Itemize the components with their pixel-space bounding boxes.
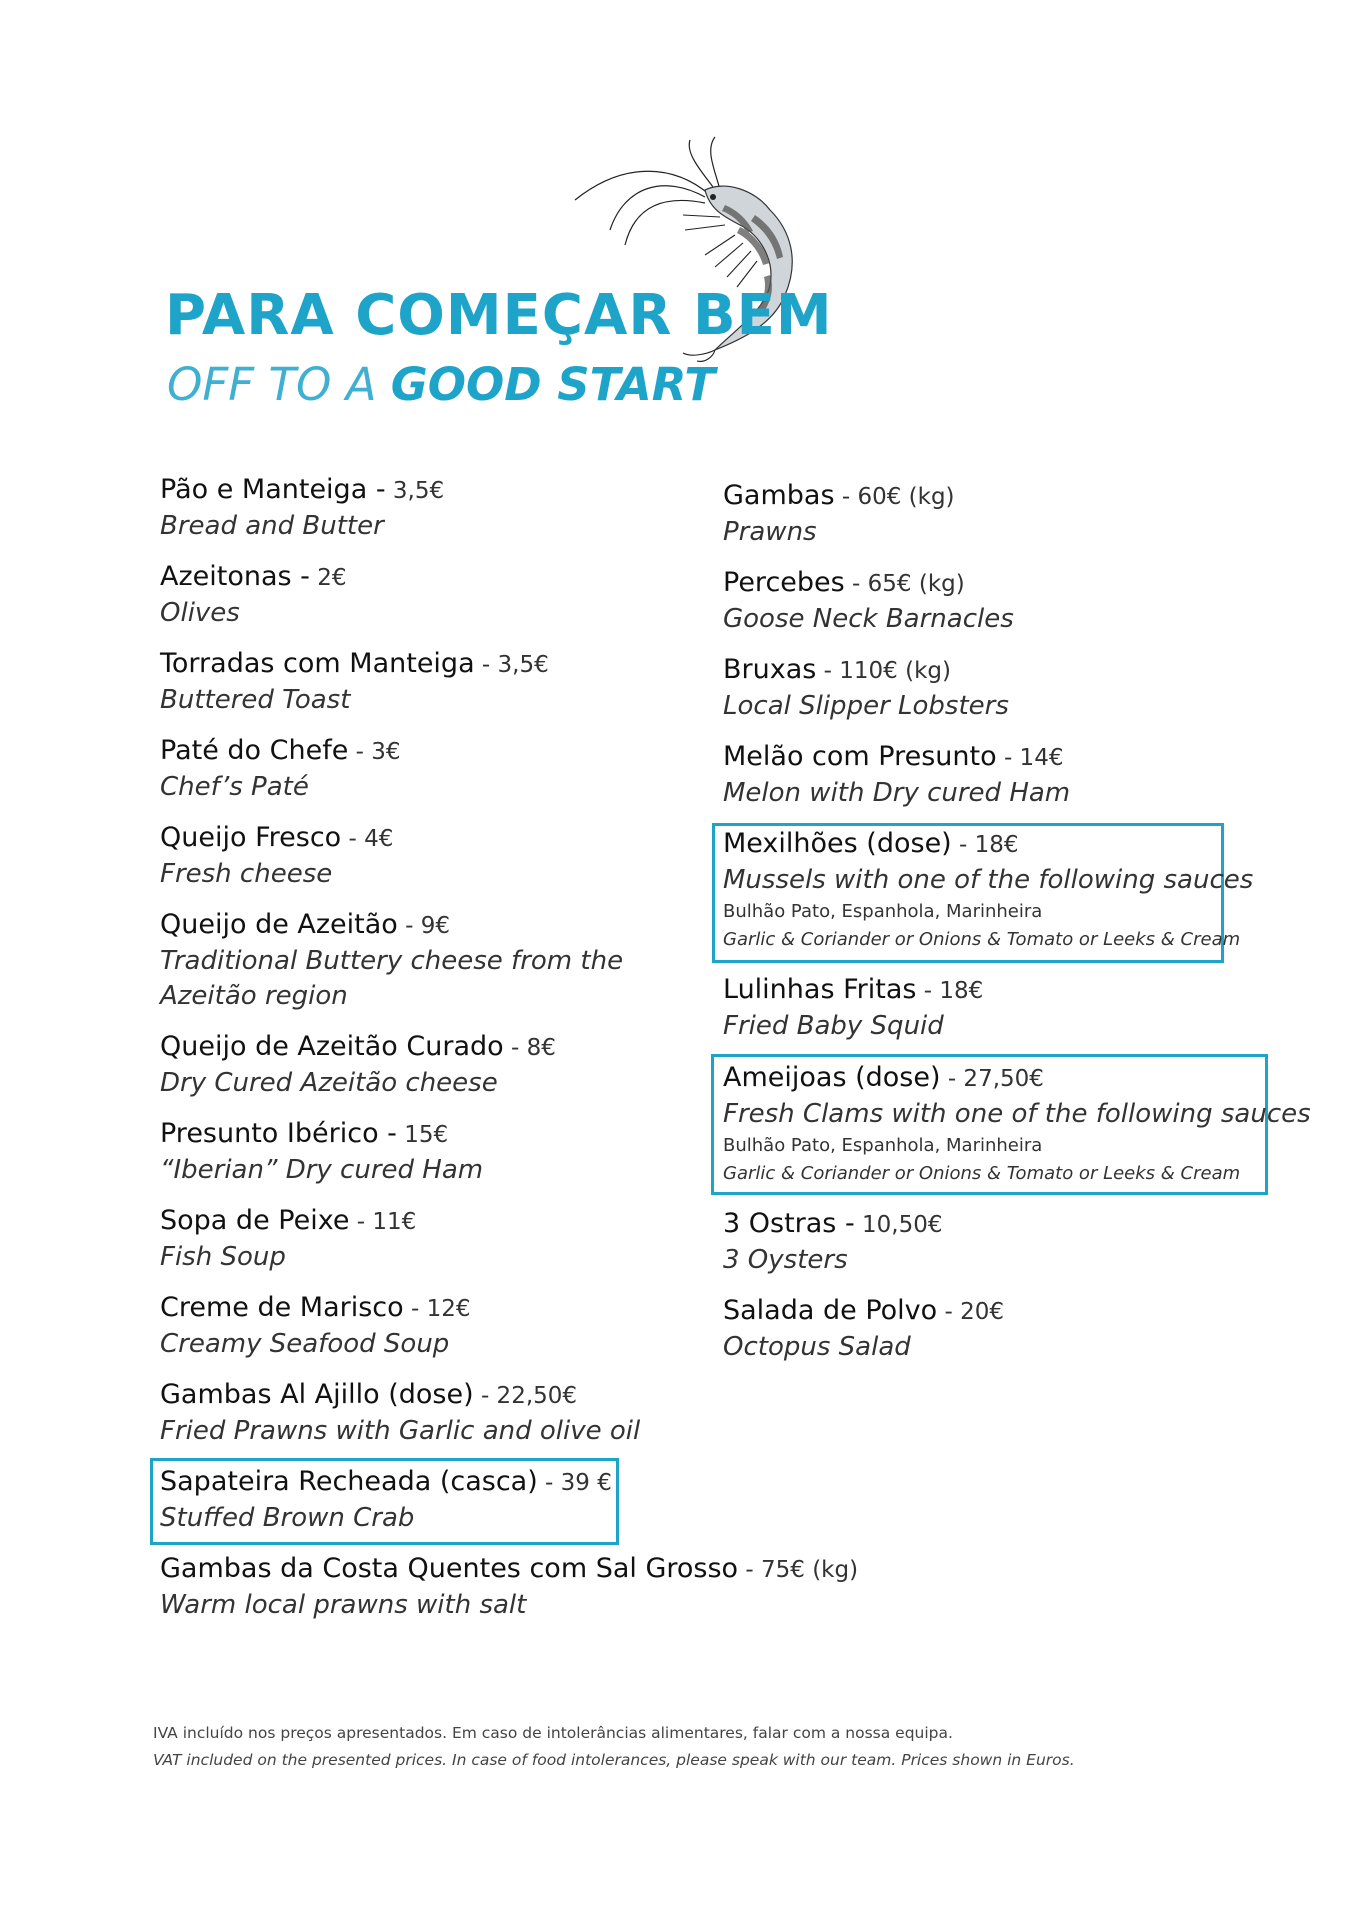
menu-item [160, 820, 393, 892]
item-sauces-en: Garlic & Coriander or Onions & Tomato or Leeks & Cream [723, 1163, 1241, 1184]
item-description: Fried Baby Squid [723, 1011, 944, 1041]
item-description: Bread and Butter [160, 511, 384, 541]
item-name: Lulinhas Fritas [723, 974, 917, 1005]
item-price: - 14€ [996, 745, 1064, 771]
item-description: Mussels with one of the following sauces [723, 865, 1254, 895]
item-description: Fresh cheese [160, 859, 333, 889]
menu-item [723, 739, 1070, 811]
item-name: Gambas [723, 480, 835, 511]
item-name: Gambas da Costa Quentes com Sal Grosso [160, 1553, 739, 1584]
item-price: - 20€ [937, 1299, 1004, 1325]
item-description: “Iberian” Dry cured Ham [160, 1155, 484, 1185]
item-price: - 22,50€ [473, 1383, 578, 1409]
item-price: - 27,50€ [940, 1066, 1044, 1092]
item-name: Queijo de Azeitão [160, 909, 398, 940]
item-price: - 18€ [916, 978, 984, 1004]
menu-item [723, 1293, 1004, 1365]
item-description: Prawns [723, 517, 817, 547]
item-description: Traditional Buttery cheese from the [160, 946, 624, 976]
footer-note-pt: IVA incluído nos preços apresentados. Em caso de intolerâncias alimentares, falar com a nossa equipa. [153, 1724, 953, 1742]
item-price: - 3,5€ [474, 652, 549, 678]
item-name: 3 Ostras - [723, 1208, 855, 1239]
menu-item-highlighted [723, 826, 1253, 953]
menu-item [723, 652, 1009, 724]
item-price: - 8€ [503, 1035, 556, 1061]
item-description: Creamy Seafood Soup [160, 1329, 450, 1359]
item-price: - 12€ [403, 1296, 471, 1322]
menu-item [160, 1377, 640, 1449]
menu-item [160, 559, 347, 631]
menu-item [723, 565, 1014, 637]
item-name: Melão com Presunto [723, 741, 997, 772]
item-price: - 65€ (kg) [844, 571, 965, 597]
menu-item-highlighted [723, 1060, 1311, 1187]
item-name: Ameijoas (dose) [723, 1062, 941, 1093]
footer-note-en: VAT included on the presented prices. In case of food intolerances, please speak with our team. Prices shown in Euros. [153, 1751, 1075, 1769]
page-subtitle [167, 358, 715, 411]
menu-item-highlighted [160, 1464, 612, 1536]
item-description: Chef’s Paté [160, 772, 309, 802]
item-name: Pão e Manteiga - [160, 474, 386, 505]
page-title: PARA COMEÇAR BEM [165, 283, 833, 348]
item-description: Octopus Salad [723, 1332, 911, 1362]
item-description: Local Slipper Lobsters [723, 691, 1009, 721]
subtitle-light: OFF TO A [167, 358, 391, 411]
menu-item [723, 972, 983, 1044]
item-name: Presunto Ibérico - [160, 1118, 397, 1149]
item-price: - 11€ [349, 1209, 417, 1235]
item-description: 3 Oysters [723, 1245, 848, 1275]
item-price: - 9€ [397, 913, 451, 939]
menu-item [160, 1551, 858, 1623]
item-description-cont: Azeitão region [160, 981, 348, 1011]
item-name: Mexilhões (dose) [723, 828, 952, 859]
menu-item [160, 733, 401, 805]
item-description: Olives [160, 598, 240, 628]
item-description: Stuffed Brown Crab [160, 1503, 415, 1533]
item-name: Salada de Polvo [723, 1295, 938, 1326]
item-description: Buttered Toast [160, 685, 351, 715]
item-sauces: Bulhão Pato, Espanhola, Marinheira [723, 901, 1043, 922]
item-price: - 110€ (kg) [816, 658, 951, 684]
item-name: Gambas Al Ajillo (dose) [160, 1379, 474, 1410]
item-description: Fried Prawns with Garlic and olive oil [160, 1416, 641, 1446]
item-description: Fresh Clams with one of the following sauces [723, 1099, 1311, 1129]
item-name: Percebes [723, 567, 845, 598]
item-price: 15€ [396, 1122, 449, 1148]
item-price: - 39 € [537, 1470, 612, 1496]
item-sauces-en: Garlic & Coriander or Onions & Tomato or Leeks & Cream [723, 929, 1241, 950]
item-price: 3,5€ [385, 478, 445, 504]
item-description: Warm local prawns with salt [160, 1590, 527, 1620]
menu-item [160, 1290, 471, 1362]
menu-item [160, 1203, 416, 1275]
item-price: - 18€ [951, 832, 1019, 858]
item-name: Sapateira Recheada (casca) [160, 1466, 538, 1497]
item-price: - 75€ (kg) [738, 1557, 859, 1583]
item-price: 10,50€ [854, 1212, 943, 1238]
item-name: Torradas com Manteiga [160, 648, 475, 679]
item-name: Creme de Marisco [160, 1292, 404, 1323]
menu-item [160, 646, 549, 718]
subtitle-strong: GOOD START [390, 358, 716, 411]
item-price: - 4€ [341, 826, 394, 852]
menu-item [160, 1029, 556, 1101]
item-description: Melon with Dry cured Ham [723, 778, 1071, 808]
item-sauces: Bulhão Pato, Espanhola, Marinheira [723, 1135, 1043, 1156]
item-name: Queijo de Azeitão Curado [160, 1031, 504, 1062]
menu-item [723, 1206, 943, 1278]
menu-item [723, 478, 955, 550]
footer-note [153, 1720, 1075, 1774]
item-description: Goose Neck Barnacles [723, 604, 1014, 634]
menu-item [160, 1116, 483, 1188]
item-name: Bruxas [723, 654, 817, 685]
item-name: Queijo Fresco [160, 822, 342, 853]
item-description: Dry Cured Azeitão cheese [160, 1068, 498, 1098]
item-name: Azeitonas - [160, 561, 310, 592]
item-price: - 3€ [348, 739, 401, 765]
item-name: Paté do Chefe [160, 735, 349, 766]
item-description: Fish Soup [160, 1242, 286, 1272]
item-price: - 60€ (kg) [834, 484, 955, 510]
menu-item [160, 907, 623, 1014]
item-name: Sopa de Peixe [160, 1205, 350, 1236]
menu-item [160, 472, 444, 544]
item-price: 2€ [309, 565, 347, 591]
